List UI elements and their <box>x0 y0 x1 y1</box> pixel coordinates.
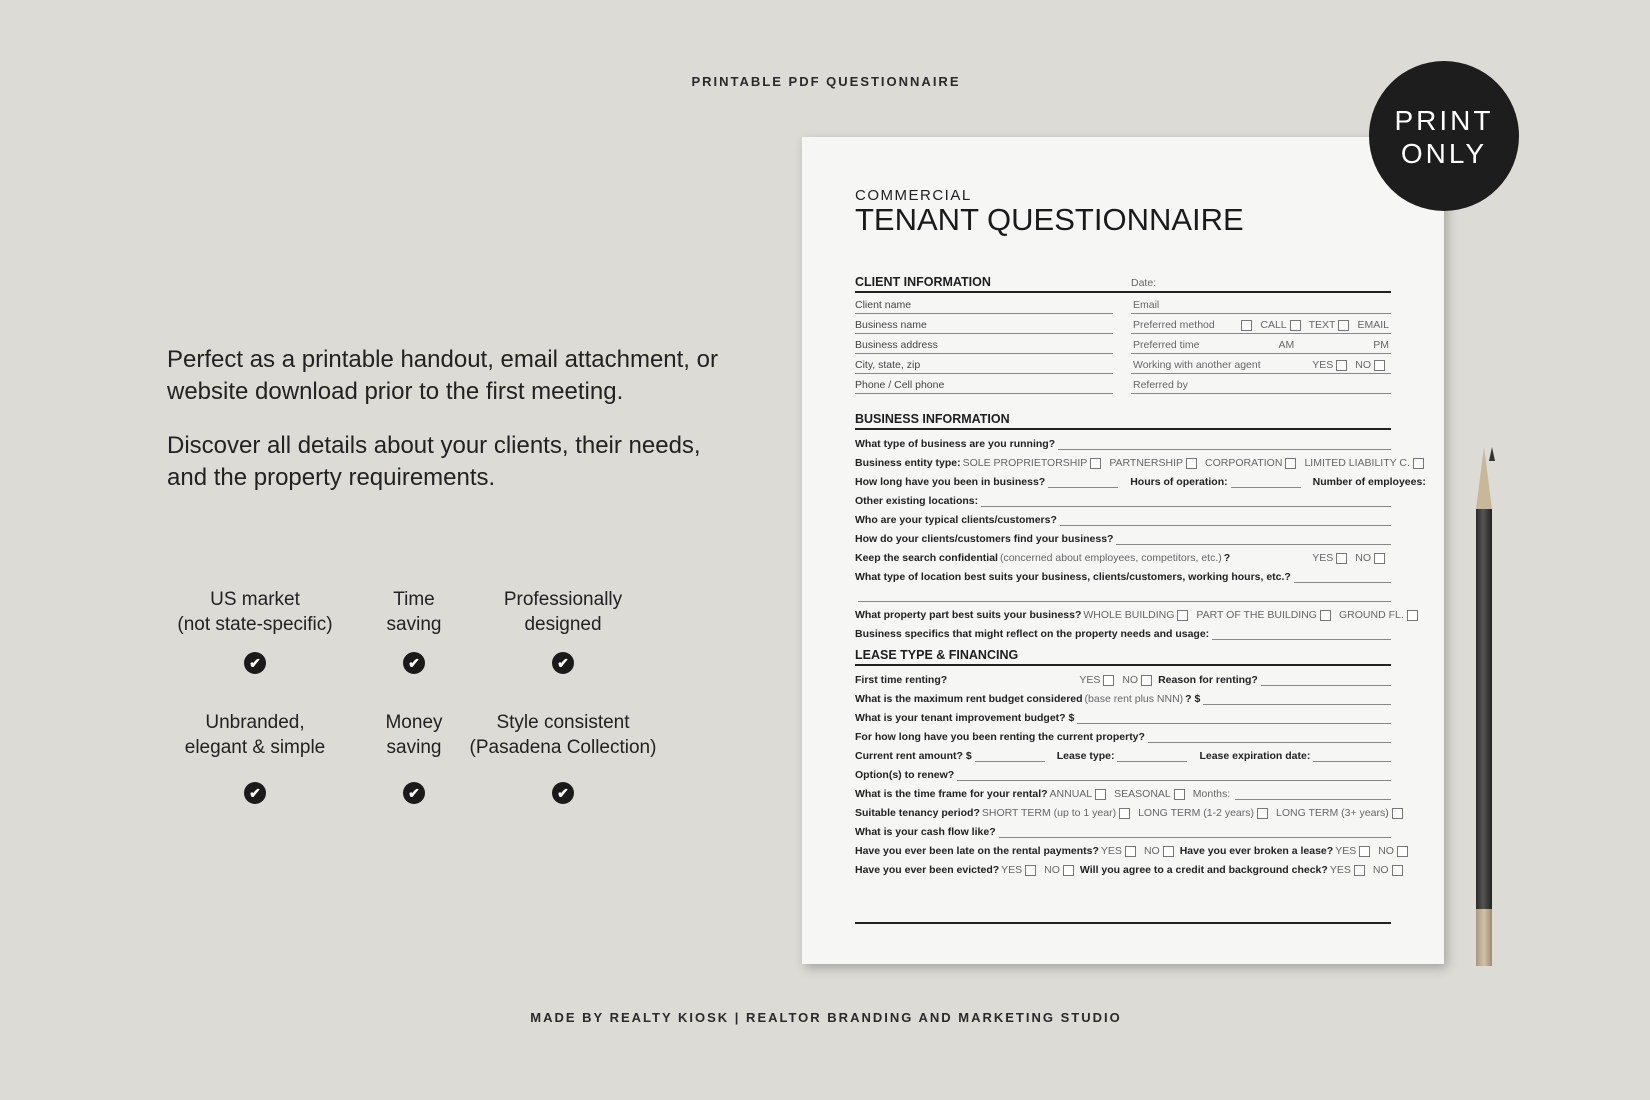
feature-line-1: Money <box>385 712 443 733</box>
field-label: Business name <box>855 319 927 331</box>
question-label: Keep the search confidential <box>855 552 998 564</box>
checkmark-icon: ✔ <box>552 652 574 674</box>
section-heading-lease: LEASE TYPE & FINANCING <box>855 648 1391 666</box>
option-label: (base rent plus NNN) <box>1084 693 1184 705</box>
option-label: NO <box>1355 552 1371 564</box>
question-label: Suitable tenancy period? <box>855 807 980 819</box>
header-title: PRINTABLE PDF QUESTIONNAIRE <box>691 74 961 89</box>
question-label: For how long have you been renting the current property? <box>855 731 1145 743</box>
answer-line[interactable] <box>1231 487 1301 488</box>
option-label: YES <box>1001 864 1023 876</box>
form-row <box>855 604 1404 623</box>
option-label: LONG TERM (1-2 years) <box>1138 807 1254 819</box>
option-label: Email <box>1133 299 1160 311</box>
form-row <box>855 566 1391 585</box>
checkbox[interactable] <box>1407 610 1418 621</box>
answer-line[interactable] <box>957 780 1391 781</box>
option-label: Preferred method <box>1133 319 1215 331</box>
question-label: What is your cash flow like? <box>855 826 996 838</box>
badge-line-2: ONLY <box>1400 138 1488 169</box>
form-row <box>855 623 1391 642</box>
client-field[interactable] <box>855 315 1113 334</box>
checkbox[interactable] <box>1290 320 1301 331</box>
question-label: What type of business are you running? <box>855 438 1056 450</box>
checkbox[interactable] <box>1257 808 1268 819</box>
checkbox[interactable] <box>1241 320 1252 331</box>
option-label: TEXT <box>1308 319 1336 331</box>
feature-line-2: (not state-specific) <box>177 614 333 635</box>
client-field[interactable] <box>1131 375 1391 394</box>
question-label: Reason for renting? <box>1158 674 1258 686</box>
field-label: Client name <box>855 299 912 311</box>
feature-line-1: Time <box>393 589 435 610</box>
answer-line[interactable] <box>1058 449 1391 450</box>
form-end-rule <box>855 922 1391 924</box>
option-label: YES <box>1312 359 1334 371</box>
option-label: Working with another agent <box>1133 359 1261 371</box>
answer-line[interactable] <box>1203 704 1391 705</box>
option-label: NO <box>1143 845 1160 857</box>
question-label: What is your tenant improvement budget? $ <box>855 712 1075 724</box>
answer-line[interactable] <box>999 837 1391 838</box>
client-field[interactable] <box>1131 335 1391 354</box>
question-label: Who are your typical clients/customers? <box>855 514 1057 526</box>
form-row <box>855 688 1391 707</box>
form-row <box>855 669 1391 688</box>
form-row <box>855 452 1410 471</box>
checkbox[interactable] <box>1090 458 1101 469</box>
form-row <box>855 745 1391 764</box>
checkbox[interactable] <box>1374 360 1385 371</box>
feature-line-1: Unbranded, <box>205 712 305 733</box>
feature-line-2: (Pasadena Collection) <box>469 737 657 758</box>
doc-title: TENANT QUESTIONNAIRE <box>855 202 1244 237</box>
intro-paragraph-1: Perfect as a printable handout, email attachment, or website download prior to the first meeting. <box>167 346 718 405</box>
checkbox[interactable] <box>1359 846 1370 857</box>
answer-line[interactable] <box>1313 761 1391 762</box>
option-label: LIMITED LIABILITY C. <box>1304 457 1410 469</box>
field-label: Phone / Cell phone <box>855 379 945 391</box>
pencil-image <box>1476 447 1492 966</box>
answer-line[interactable] <box>1060 525 1391 526</box>
form-row <box>855 433 1391 452</box>
answer-line[interactable] <box>1077 723 1391 724</box>
print-only-badge <box>1369 61 1519 211</box>
question-label: Have you ever been late on the rental payments? <box>855 845 1099 857</box>
answer-line[interactable] <box>1261 685 1391 686</box>
option-label: YES <box>1329 864 1351 876</box>
answer-line[interactable] <box>858 601 1391 602</box>
checkbox[interactable] <box>1354 865 1365 876</box>
checkmark-icon: ✔ <box>403 782 425 804</box>
field-label: City, state, zip <box>855 359 921 371</box>
feature-item <box>463 710 663 760</box>
question-label: Hours of operation: <box>1130 476 1228 488</box>
answer-line[interactable] <box>981 506 1391 507</box>
feature-line-2: designed <box>524 614 602 635</box>
option-label: NO <box>1378 845 1394 857</box>
intro-paragraph-2: Discover all details about your clients, their needs, and the property requirements. <box>167 432 701 491</box>
question-label: How long have you been in business? <box>855 476 1046 488</box>
question-label: How do your clients/customers find your business? <box>855 533 1114 545</box>
option-label: ANNUAL <box>1049 788 1093 800</box>
checkbox[interactable] <box>1103 675 1114 686</box>
question-label: Option(s) to renew? <box>855 769 955 781</box>
checkmark-icon: ✔ <box>244 782 266 804</box>
feature-line-1: Style consistent <box>496 712 630 733</box>
checkbox[interactable] <box>1186 458 1197 469</box>
form-row <box>855 490 1391 509</box>
option-label: WHOLE BUILDING <box>1083 609 1175 621</box>
checkbox[interactable] <box>1336 360 1347 371</box>
question-label: Have you ever been evicted? <box>855 864 1000 876</box>
client-field[interactable] <box>1131 355 1391 374</box>
feature-line-1: US market <box>210 589 300 610</box>
answer-line[interactable] <box>1148 742 1391 743</box>
question-label: What type of location best suits your business, clients/customers, working hours, etc.? <box>855 571 1291 583</box>
checkbox[interactable] <box>1119 808 1130 819</box>
question-label: Have you ever broken a lease? <box>1179 845 1334 857</box>
option-label: YES <box>1079 674 1101 686</box>
checkmark-icon: ✔ <box>552 782 574 804</box>
checkbox[interactable] <box>1336 553 1347 564</box>
option-label: Preferred time <box>1133 339 1200 351</box>
option-label: CORPORATION <box>1205 457 1283 469</box>
checkbox[interactable] <box>1025 865 1036 876</box>
client-field[interactable] <box>855 355 1113 374</box>
option-label: NO <box>1355 359 1371 371</box>
question-label: First time renting? <box>855 674 948 686</box>
option-label: CALL <box>1260 319 1287 331</box>
form-row <box>855 707 1391 726</box>
question-label: What is the time frame for your rental? <box>855 788 1048 800</box>
option-label: AM <box>1278 339 1295 351</box>
answer-line[interactable] <box>1116 544 1391 545</box>
option-label: YES <box>1335 845 1357 857</box>
answer-line[interactable] <box>1294 582 1391 583</box>
date-label: Date: <box>1131 277 1157 289</box>
checkbox[interactable] <box>1141 675 1152 686</box>
question-label: Lease expiration date: <box>1199 750 1311 762</box>
checkbox[interactable] <box>1374 553 1385 564</box>
client-field[interactable] <box>855 295 1113 314</box>
question-label: Will you agree to a credit and background check? <box>1079 864 1328 876</box>
checkbox[interactable] <box>1125 846 1136 857</box>
checkbox[interactable] <box>1163 846 1174 857</box>
form-row <box>855 783 1391 802</box>
client-field[interactable] <box>855 335 1113 354</box>
form-row <box>855 802 1391 821</box>
checkbox[interactable] <box>1392 865 1403 876</box>
questionnaire-page <box>802 137 1444 964</box>
checkbox[interactable] <box>1285 458 1296 469</box>
doc-kicker: COMMERCIAL <box>855 187 972 204</box>
question-label: Number of employees: <box>1312 476 1426 488</box>
feature-line-2: saving <box>386 737 442 758</box>
option-label: YES <box>1100 845 1122 857</box>
form-row <box>855 528 1391 547</box>
answer-line[interactable] <box>1212 639 1391 640</box>
form-row <box>855 726 1391 745</box>
option-label: EMAIL <box>1357 319 1389 331</box>
checkbox[interactable] <box>1338 320 1349 331</box>
checkbox[interactable] <box>1177 610 1188 621</box>
checkbox[interactable] <box>1392 808 1403 819</box>
option-label: Referred by <box>1133 379 1188 391</box>
option-label: NO <box>1372 864 1389 876</box>
form-row <box>855 585 1391 604</box>
checkmark-icon: ✔ <box>403 652 425 674</box>
checkbox[interactable] <box>1174 789 1185 800</box>
option-label: YES <box>1312 552 1334 564</box>
form-row <box>855 764 1391 783</box>
feature-line-2: elegant & simple <box>184 737 326 758</box>
option-label: PARTNERSHIP <box>1109 457 1184 469</box>
client-field[interactable] <box>855 375 1113 394</box>
question-label: Lease type: <box>1056 750 1115 762</box>
answer-line[interactable] <box>975 761 1045 762</box>
question-label: Current rent amount? $ <box>855 750 972 762</box>
section-heading-business: BUSINESS INFORMATION <box>855 412 1391 430</box>
option-label: SEASONAL <box>1114 788 1171 800</box>
checkbox[interactable] <box>1095 789 1106 800</box>
field-label: Business address <box>855 339 938 351</box>
footer-credit: MADE BY REALTY KIOSK | REALTOR BRANDING AND MARKETING STUDIO <box>530 1010 1122 1025</box>
question-label: Other existing locations: <box>855 495 979 507</box>
client-field[interactable] <box>1131 315 1391 334</box>
answer-line[interactable] <box>1235 799 1391 800</box>
checkbox[interactable] <box>1413 458 1424 469</box>
option-label: PART OF THE BUILDING <box>1196 609 1317 621</box>
form-row <box>855 471 1426 490</box>
feature-line-1: Professionally <box>503 589 623 610</box>
form-row <box>855 859 1391 878</box>
section-heading-client: CLIENT INFORMATION <box>855 275 1391 293</box>
option-label: (concerned about employees, competitors, etc.) <box>999 552 1222 564</box>
checkbox[interactable] <box>1063 865 1074 876</box>
form-row <box>855 840 1394 859</box>
question-label: Business specifics that might reflect on the property needs and usage: <box>855 628 1210 640</box>
question-label: What is the maximum rent budget considered <box>855 693 1083 705</box>
question-label: Business entity type: <box>855 457 961 469</box>
feature-line-2: saving <box>386 614 442 635</box>
checkbox[interactable] <box>1320 610 1331 621</box>
feature-item <box>463 587 663 637</box>
question-label: ? $ <box>1185 693 1201 705</box>
badge-line-1: PRINT <box>1394 105 1494 136</box>
option-label: SOLE PROPRIETORSHIP <box>962 457 1088 469</box>
option-label: NO <box>1044 864 1060 876</box>
checkbox[interactable] <box>1397 846 1408 857</box>
form-row <box>855 821 1391 840</box>
question-label: ? <box>1223 552 1231 564</box>
client-field[interactable] <box>1131 295 1391 314</box>
option-label: Months: <box>1192 788 1231 800</box>
option-label: SHORT TERM (up to 1 year) <box>981 807 1117 819</box>
answer-line[interactable] <box>1117 761 1187 762</box>
answer-line[interactable] <box>1048 487 1118 488</box>
option-label: LONG TERM (3+ years) <box>1276 807 1389 819</box>
option-label: PM <box>1373 339 1389 351</box>
option-label: NO <box>1122 674 1139 686</box>
question-label: What property part best suits your business? <box>855 609 1082 621</box>
form-row <box>855 547 1391 566</box>
option-label: GROUND FL. <box>1338 609 1404 621</box>
form-row <box>855 509 1391 528</box>
checkmark-icon: ✔ <box>244 652 266 674</box>
